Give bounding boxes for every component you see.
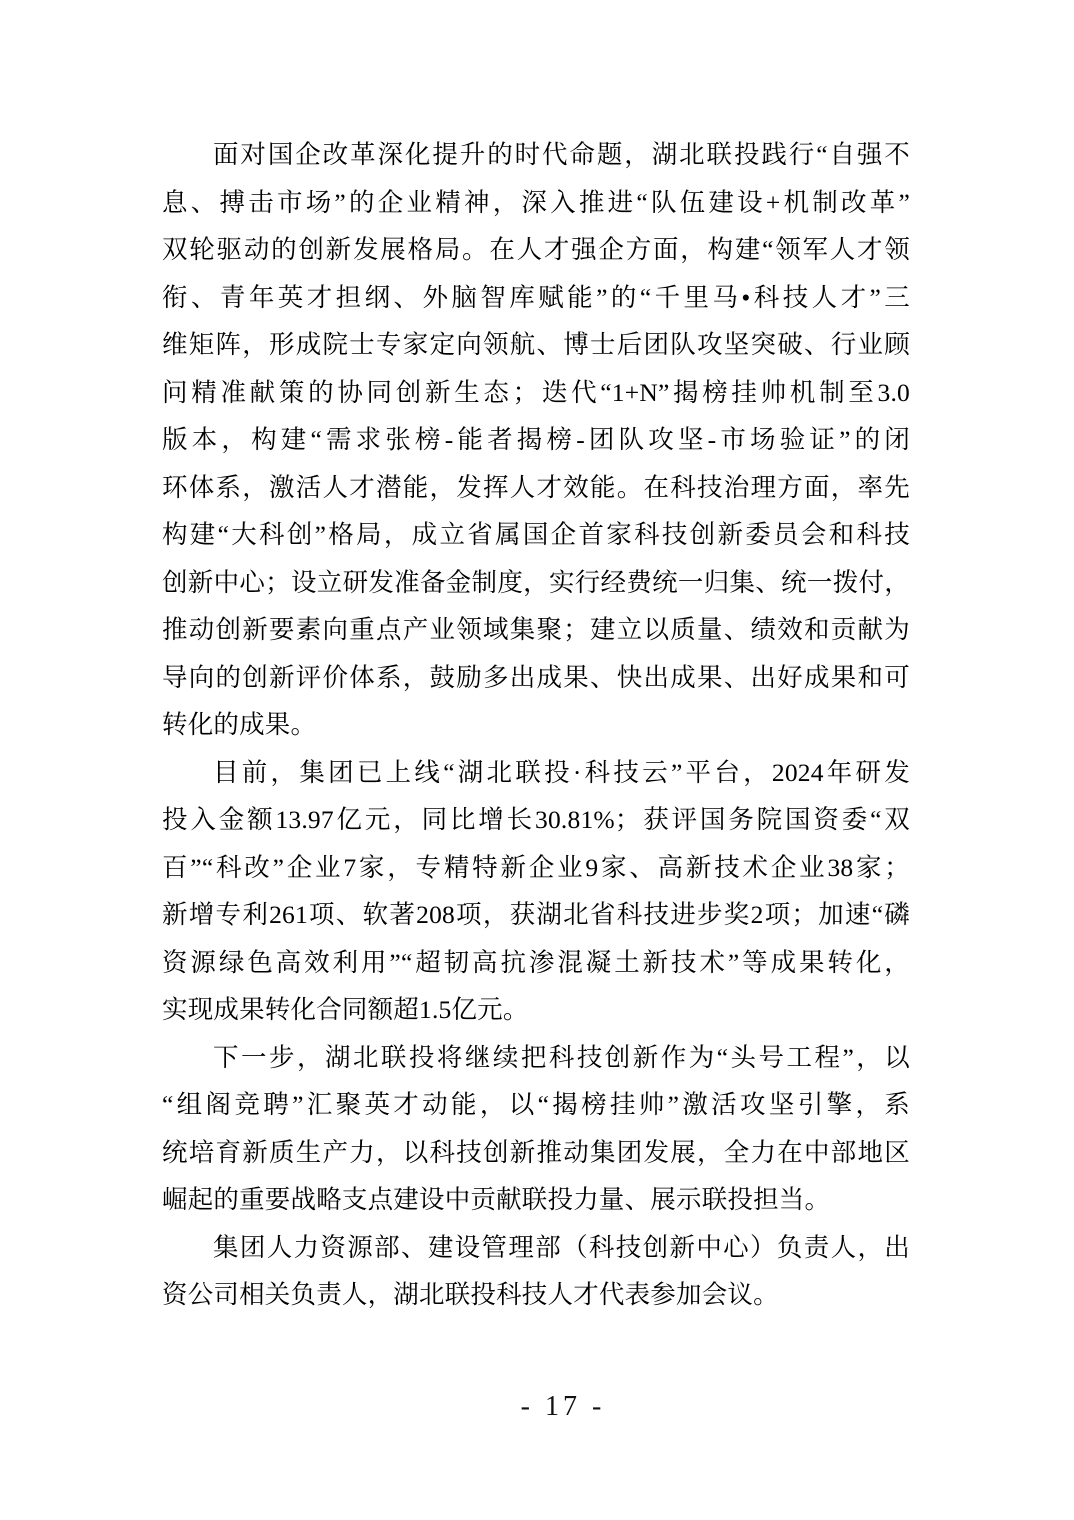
text-line: 转化的成果。 (162, 710, 317, 739)
text-line: 资公司相关负责人，湖北联投科技人才代表参加会议。 (162, 1280, 779, 1309)
text-line: 集团人力资源部、建设管理部（科技创新中心）负责人，出 (213, 1232, 910, 1262)
text-line: 创新中心；设立研发准备金制度，实行经费统一归集、统一拨付， (162, 567, 910, 597)
page-number: - 17 - (520, 1391, 606, 1422)
text-line: 面对国企改革深化提升的时代命题，湖北联投践行“自强不 (213, 140, 910, 169)
text-line: 息、搏击市场”的企业精神，深入推进“队伍建设+机制改革” (162, 187, 910, 217)
text-line: 资源绿色高效利用”“超韧高抗渗混凝土新技术”等成果转化， (162, 947, 910, 977)
text-line: 维矩阵，形成院士专家定向领航、博士后团队攻坚突破、行业顾 (162, 330, 910, 359)
paragraph-next-steps (162, 1034, 910, 1224)
paragraph-attendees (162, 1224, 910, 1319)
text-line: 构建“大科创”格局，成立省属国企首家科技创新委员会和科技 (162, 520, 910, 549)
text-line: 新增专利261项、软著208项，获湖北省科技进步奖2项；加速“磷 (162, 900, 910, 929)
text-line: 环体系，激活人才潜能，发挥人才效能。在科技治理方面，率先 (162, 472, 910, 502)
text-line: 投入金额13.97亿元，同比增长30.81%；获评国务院国资委“双 (162, 805, 910, 834)
document-body (162, 131, 910, 1319)
text-line: 百”“科改”企业7家，专精特新企业9家、高新技术企业38家； (162, 852, 910, 882)
text-line: 实现成果转化合同额超1.5亿元。 (162, 995, 529, 1024)
text-line: 崛起的重要战略支点建设中贡献联投力量、展示联投担当。 (162, 1185, 831, 1214)
text-line: 下一步，湖北联投将继续把科技创新作为“头号工程”，以 (213, 1042, 910, 1072)
text-line: 目前，集团已上线“湖北联投·科技云”平台，2024年研发 (213, 757, 910, 787)
paragraph-reform-overview (162, 131, 910, 749)
text-line: 版本，构建“需求张榜-能者揭榜-团队攻坚-市场验证”的闭 (162, 425, 910, 454)
text-line: 衔、青年英才担纲、外脑智库赋能”的“千里马•科技人才”三 (162, 282, 910, 312)
text-line: 问精准献策的协同创新生态；迭代“1+N”揭榜挂帅机制至3.0 (162, 377, 910, 407)
text-line: 推动创新要素向重点产业领域集聚；建立以质量、绩效和贡献为 (162, 615, 910, 644)
text-line: 导向的创新评价体系，鼓励多出成果、快出成果、出好成果和可 (162, 662, 910, 692)
text-line: 统培育新质生产力，以科技创新推动集团发展，全力在中部地区 (162, 1137, 910, 1167)
text-line: 双轮驱动的创新发展格局。在人才强企方面，构建“领军人才领 (162, 235, 910, 264)
paragraph-achievements (162, 749, 910, 1034)
text-line: “组阁竞聘”汇聚英才动能，以“揭榜挂帅”激活攻坚引擎，系 (162, 1090, 910, 1119)
